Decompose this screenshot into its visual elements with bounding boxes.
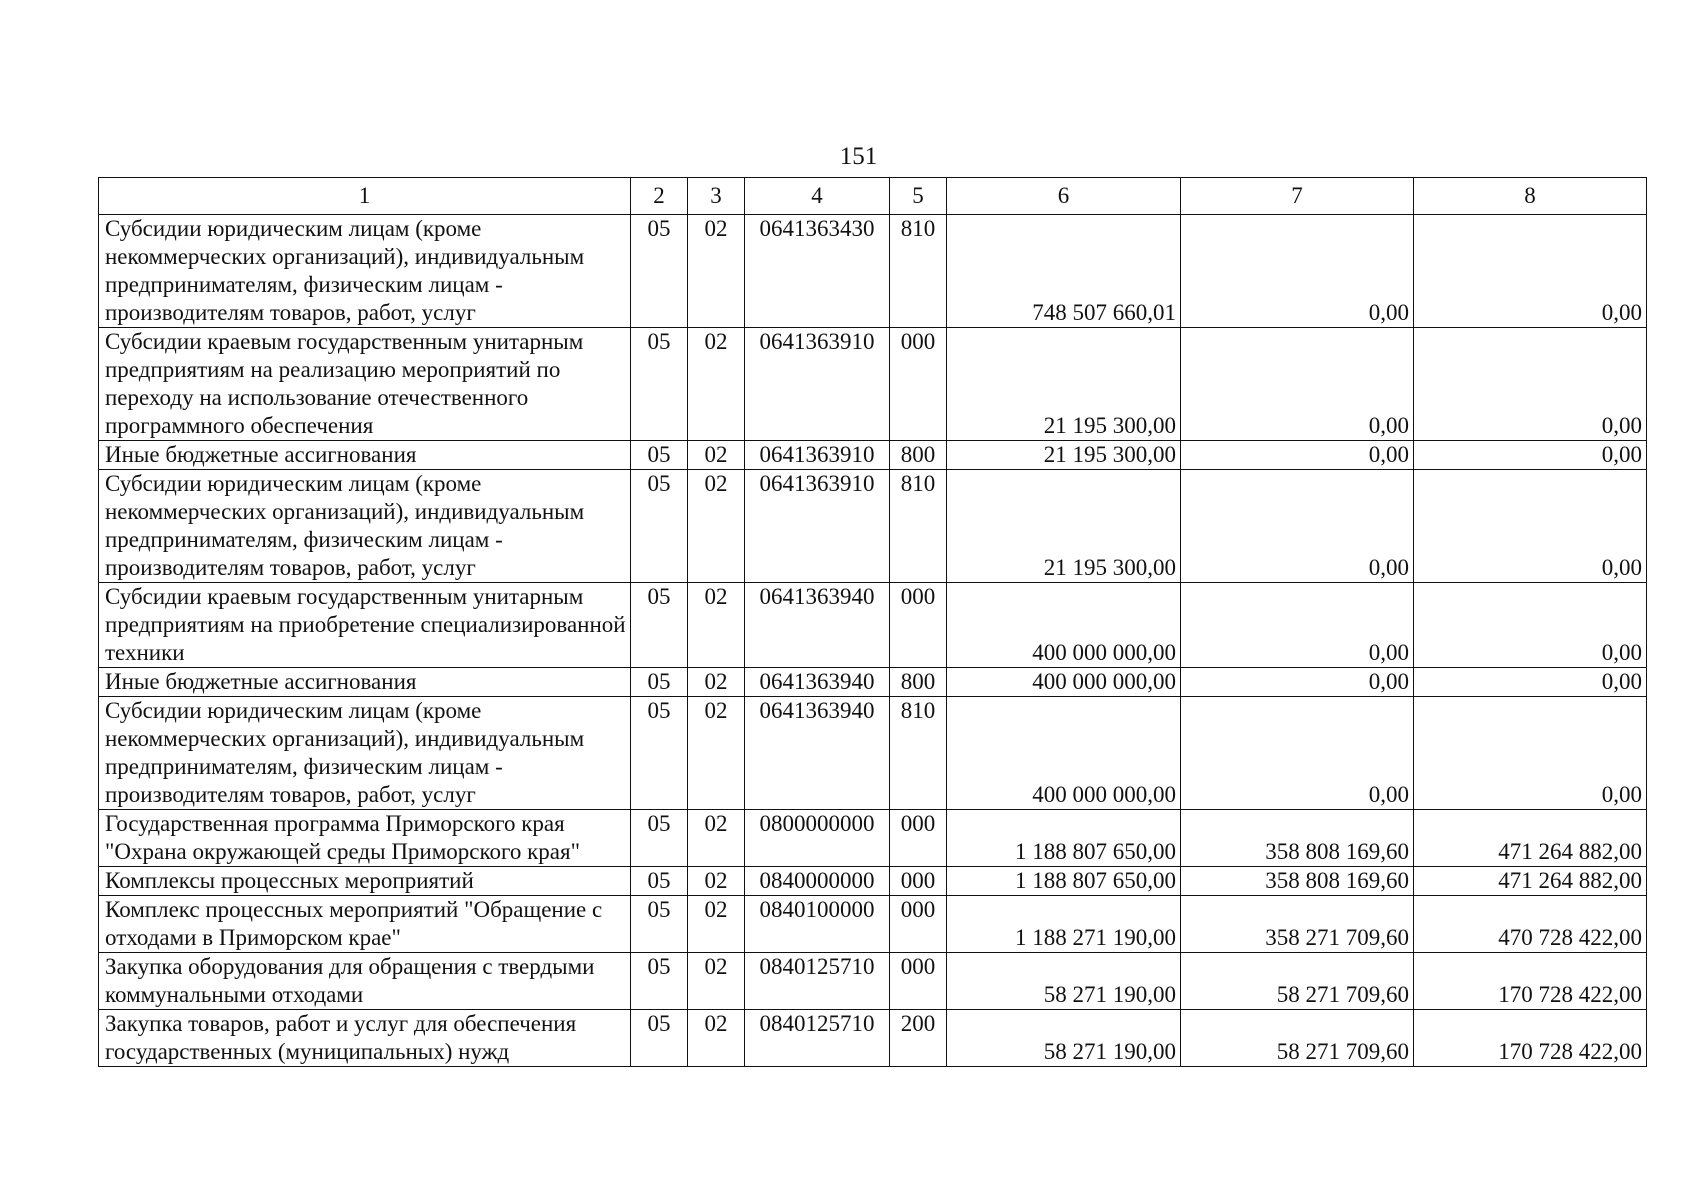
amount-col7-cell: 58 271 709,60 — [1181, 953, 1414, 1010]
target-article-code-cell: 0641363940 — [745, 583, 890, 668]
item-name-cell: Иные бюджетные ассигнования — [99, 441, 631, 470]
amount-col7-cell: 0,00 — [1181, 215, 1414, 328]
amount-col6-cell: 400 000 000,00 — [947, 583, 1181, 668]
target-article-code-cell: 0840125710 — [745, 953, 890, 1010]
table-row — [99, 470, 1647, 583]
expense-type-code-cell: 810 — [890, 215, 947, 328]
column-header: 8 — [1414, 178, 1647, 215]
expense-type-code-cell: 000 — [890, 810, 947, 867]
section-code-cell: 05 — [631, 215, 688, 328]
amount-col8-cell: 471 264 882,00 — [1414, 810, 1647, 867]
target-article-code-cell: 0641363940 — [745, 668, 890, 697]
amount-col7-cell: 358 808 169,60 — [1181, 867, 1414, 896]
section-code-cell: 05 — [631, 441, 688, 470]
amount-col8-cell: 170 728 422,00 — [1414, 1010, 1647, 1067]
amount-col8-cell: 0,00 — [1414, 215, 1647, 328]
table-body — [99, 178, 1647, 1067]
expense-type-code-cell: 200 — [890, 1010, 947, 1067]
section-code-cell: 05 — [631, 470, 688, 583]
expense-type-code-cell: 000 — [890, 328, 947, 441]
target-article-code-cell: 0641363910 — [745, 470, 890, 583]
subsection-code-cell: 02 — [688, 810, 745, 867]
expense-type-code-cell: 810 — [890, 470, 947, 583]
amount-col7-cell: 0,00 — [1181, 328, 1414, 441]
subsection-code-cell: 02 — [688, 583, 745, 668]
target-article-code-cell: 0641363430 — [745, 215, 890, 328]
page-number: 151 — [839, 143, 878, 170]
subsection-code-cell: 02 — [688, 668, 745, 697]
section-code-cell: 05 — [631, 896, 688, 953]
item-name-cell: Закупка товаров, работ и услуг для обеспечения государственных (муниципальных) нужд — [99, 1010, 631, 1067]
amount-col7-cell: 0,00 — [1181, 470, 1414, 583]
amount-col8-cell: 471 264 882,00 — [1414, 867, 1647, 896]
table-row — [99, 668, 1647, 697]
amount-col8-cell: 0,00 — [1414, 583, 1647, 668]
amount-col8-cell: 0,00 — [1414, 470, 1647, 583]
subsection-code-cell: 02 — [688, 1010, 745, 1067]
column-header: 3 — [688, 178, 745, 215]
section-code-cell: 05 — [631, 1010, 688, 1067]
amount-col6-cell: 400 000 000,00 — [947, 697, 1181, 810]
amount-col8-cell: 0,00 — [1414, 328, 1647, 441]
subsection-code-cell: 02 — [688, 867, 745, 896]
amount-col7-cell: 358 271 709,60 — [1181, 896, 1414, 953]
target-article-code-cell: 0641363910 — [745, 441, 890, 470]
amount-col7-cell: 58 271 709,60 — [1181, 1010, 1414, 1067]
item-name-cell: Комплексы процессных мероприятий — [99, 867, 631, 896]
table-row — [99, 215, 1647, 328]
table-row — [99, 810, 1647, 867]
section-code-cell: 05 — [631, 328, 688, 441]
expense-type-code-cell: 000 — [890, 867, 947, 896]
expense-type-code-cell: 800 — [890, 668, 947, 697]
subsection-code-cell: 02 — [688, 953, 745, 1010]
amount-col6-cell: 1 188 807 650,00 — [947, 867, 1181, 896]
item-name-cell: Государственная программа Приморского края "Охрана окружающей среды Приморского края" — [99, 810, 631, 867]
amount-col8-cell: 0,00 — [1414, 441, 1647, 470]
section-code-cell: 05 — [631, 867, 688, 896]
amount-col6-cell: 21 195 300,00 — [947, 441, 1181, 470]
amount-col6-cell: 58 271 190,00 — [947, 953, 1181, 1010]
table-row — [99, 328, 1647, 441]
amount-col7-cell: 0,00 — [1181, 697, 1414, 810]
section-code-cell: 05 — [631, 697, 688, 810]
target-article-code-cell: 0800000000 — [745, 810, 890, 867]
column-header: 2 — [631, 178, 688, 215]
section-code-cell: 05 — [631, 668, 688, 697]
item-name-cell: Субсидии юридическим лицам (кроме некоммерческих организаций), индивидуальным предпринимателям, физическим лицам - производителям товаров, работ, услуг — [99, 697, 631, 810]
item-name-cell: Комплекс процессных мероприятий "Обращение с отходами в Приморском крае" — [99, 896, 631, 953]
target-article-code-cell: 0840125710 — [745, 1010, 890, 1067]
expense-type-code-cell: 810 — [890, 697, 947, 810]
target-article-code-cell: 0840000000 — [745, 867, 890, 896]
column-header: 6 — [947, 178, 1181, 215]
table-row — [99, 953, 1647, 1010]
amount-col8-cell: 470 728 422,00 — [1414, 896, 1647, 953]
item-name-cell: Субсидии юридическим лицам (кроме некоммерческих организаций), индивидуальным предпринимателям, физическим лицам - производителям товаров, работ, услуг — [99, 215, 631, 328]
amount-col6-cell: 748 507 660,01 — [947, 215, 1181, 328]
amount-col6-cell: 1 188 807 650,00 — [947, 810, 1181, 867]
section-code-cell: 05 — [631, 810, 688, 867]
section-code-cell: 05 — [631, 953, 688, 1010]
amount-col7-cell: 0,00 — [1181, 668, 1414, 697]
subsection-code-cell: 02 — [688, 697, 745, 810]
amount-col6-cell: 400 000 000,00 — [947, 668, 1181, 697]
amount-col8-cell: 170 728 422,00 — [1414, 953, 1647, 1010]
item-name-cell: Субсидии краевым государственным унитарным предприятиям на приобретение специализированной техники — [99, 583, 631, 668]
table-row — [99, 896, 1647, 953]
target-article-code-cell: 0641363940 — [745, 697, 890, 810]
amount-col6-cell: 21 195 300,00 — [947, 470, 1181, 583]
table-row — [99, 867, 1647, 896]
expense-type-code-cell: 800 — [890, 441, 947, 470]
table-header-row — [99, 178, 1647, 215]
item-name-cell: Иные бюджетные ассигнования — [99, 668, 631, 697]
subsection-code-cell: 02 — [688, 215, 745, 328]
amount-col7-cell: 0,00 — [1181, 441, 1414, 470]
expense-type-code-cell: 000 — [890, 953, 947, 1010]
column-header: 7 — [1181, 178, 1414, 215]
amount-col6-cell: 21 195 300,00 — [947, 328, 1181, 441]
item-name-cell: Субсидии краевым государственным унитарным предприятиям на реализацию мероприятий по переходу на использование отечественного программного обеспечения — [99, 328, 631, 441]
column-header: 1 — [99, 178, 631, 215]
table-row — [99, 441, 1647, 470]
amount-col6-cell: 1 188 271 190,00 — [947, 896, 1181, 953]
amount-col8-cell: 0,00 — [1414, 668, 1647, 697]
amount-col7-cell: 0,00 — [1181, 583, 1414, 668]
column-header: 5 — [890, 178, 947, 215]
target-article-code-cell: 0641363910 — [745, 328, 890, 441]
amount-col8-cell: 0,00 — [1414, 697, 1647, 810]
amount-col6-cell: 58 271 190,00 — [947, 1010, 1181, 1067]
table-row — [99, 697, 1647, 810]
expense-type-code-cell: 000 — [890, 896, 947, 953]
subsection-code-cell: 02 — [688, 896, 745, 953]
column-header: 4 — [745, 178, 890, 215]
subsection-code-cell: 02 — [688, 441, 745, 470]
item-name-cell: Закупка оборудования для обращения с твердыми коммунальными отходами — [99, 953, 631, 1010]
target-article-code-cell: 0840100000 — [745, 896, 890, 953]
subsection-code-cell: 02 — [688, 470, 745, 583]
budget-table — [98, 177, 1647, 1067]
table-row — [99, 583, 1647, 668]
item-name-cell: Субсидии юридическим лицам (кроме некоммерческих организаций), индивидуальным предпринимателям, физическим лицам - производителям товаров, работ, услуг — [99, 470, 631, 583]
subsection-code-cell: 02 — [688, 328, 745, 441]
table-row — [99, 1010, 1647, 1067]
expense-type-code-cell: 000 — [890, 583, 947, 668]
section-code-cell: 05 — [631, 583, 688, 668]
amount-col7-cell: 358 808 169,60 — [1181, 810, 1414, 867]
